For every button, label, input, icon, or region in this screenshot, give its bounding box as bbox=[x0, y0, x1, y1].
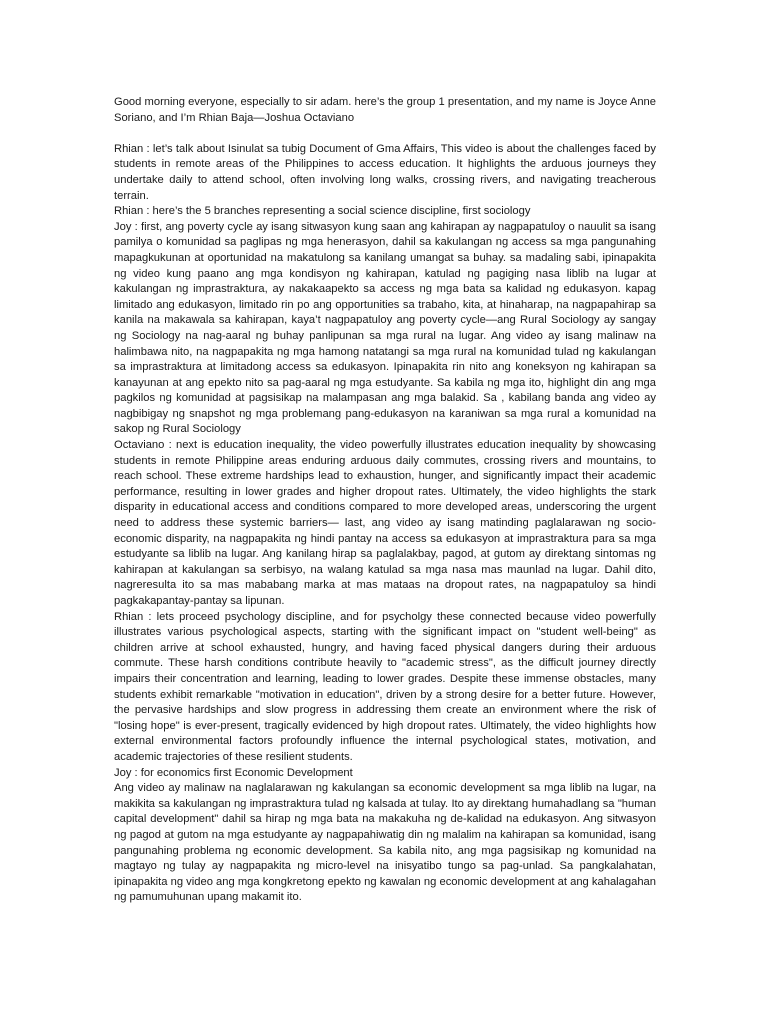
body-paragraph: Joy : first, ang poverty cycle ay isang sitwasyon kung saan ang kahirapan ay nagpapatuloy o nauulit sa isang pamilya o komunidad sa paglipas ng mga henerasyon, dahil sa kakulangan ng access sa mga pangunahing mapagkukunan at oportunidad na makatulong sa kanilang umangat sa buhay. sa madaling sabi, ipinapakita ng video kung paano ang mga kondisyon ng kahirapan, katulad ng pagiging nasa liblib na lugar at kakulangan ng imprastraktura, ay nakakaapekto sa access ng mga bata sa kalidad ng edukasyon. kapag limitado ang edukasyon, limitado rin po ang opportunities sa trabaho, kita, at hinaharap, na nagpapahirap sa kanila na makawala sa kahirapan, kaya’t nagpapatuloy ang poverty cycle—ang Rural Sociology ay sangay ng Sociology na nag-aaral ng buhay panlipunan sa mga rural na lugar. Ang video ay isang malinaw na halimbawa nito, na nagpapakita ng mga hamong natatangi sa mga rural na komunidad tulad ng kakulangan sa imprastraktura at limitadong access sa edukasyon. Ipinapakita rin nito ang koneksyon ng kahirapan sa kanayunan at ang epekto nito sa pag-aaral ng mga estudyante. Sa kabila ng mga ito, highlight din ang mga pagkilos ng komunidad at pagsisikap na malampasan ang mga balakid. Sa , kabilang banda ang video ay nagbibigay ng snapshot ng mga problemang pang-edukasyon na karaniwan sa mga rural a komunidad na sakop ng Rural Sociology bbox=[114, 220, 656, 436]
body-paragraph: Joy : for economics first Economic Development bbox=[114, 766, 353, 779]
body-paragraph: Rhian : here’s the 5 branches representing a social science discipline, first sociology bbox=[114, 205, 531, 218]
body-paragraph: Rhian : lets proceed psychology discipline, and for psycholgy these connected because video powerfully illustrates various psychological aspects, starting with the significant impact on "student well-being" as children arrive at school exhausted, hungry, and having faced physical dangers during their arduous commute. These harsh conditions contribute heavily to "academic stress", as the difficult journey directly impairs their concentration and learning, leading to lower grades. Despite these immense obstacles, many students exhibit remarkable "motivation in education", driven by a strong desire for a better future. However, the pervasive hardships and slow progress in addressing them create an environment where the risk of "losing hope" is ever-present, tragically evidenced by high dropout rates. Ultimately, the video highlights how external environmental factors profoundly influence the internal psychological states, motivation, and academic trajectories of these resilient students. bbox=[114, 610, 656, 763]
document-page bbox=[114, 95, 656, 906]
intro-paragraph: Good morning everyone, especially to sir adam. here’s the group 1 presentation, and my name is Joyce Anne Soriano, and I’m Rhian Baja—Joshua Octaviano bbox=[114, 96, 656, 124]
body-paragraph: Ang video ay malinaw na naglalarawan ng kakulangan sa economic development sa mga liblib na lugar, na makikita sa kakulangan ng imprastraktura tulad ng kalsada at tulay. Ito ay direktang humahadlang sa "human capital development" dahil sa hirap ng mga bata na makakuha ng de-kalidad na edukasyon. Ang sitwasyon ng pagod at gutom na mga estudyante ay nagpapahiwatig din ng malalim na kahirapan sa komunidad, isang pangunahing problema ng economic development. Sa kabila nito, ang mga pagsisikap ng komunidad na magtayo ng tulay ay nagpapakita ng micro-level na inisyatibo tungo sa pag-unlad. Sa pangkalahatan, ipinapakita ng video ang mga kongkretong epekto ng kawalan ng economic development at ang kahalagahan ng pamumuhunan upang makamit ito. bbox=[114, 782, 656, 904]
body-paragraph: Rhian : let’s talk about Isinulat sa tubig Document of Gma Affairs, This video is about the challenges faced by students in remote areas of the Philippines to access education. It highlights the arduous journeys they undertake daily to attend school, often involving long walks, crossing rivers, and navigating treacherous terrain. bbox=[114, 142, 656, 202]
body-paragraph: Octaviano : next is education inequality, the video powerfully illustrates education inequality by showcasing students in remote Philippine areas enduring arduous daily commutes, crossing rivers and mountains, to reach school. These extreme hardships lead to exhaustion, hunger, and significantly impact their academic performance, resulting in lower grades and higher dropout rates. Ultimately, the video highlights the stark disparity in educational access and conditions compared to more developed areas, underscoring the urgent need to address these systemic barriers— last, ang video ay isang matinding paglalarawan ng socio-economic disparity, na nagpapakita ng hindi pantay na access sa edukasyon at imprastraktura para sa mga estudyante sa liblib na lugar. Ang kanilang hirap sa paglalakbay, pagod, at gutom ay direktang sintomas ng kahirapan at kakulangan sa serbisyo, na walang katulad sa mga nasa mas maunlad na lugar. Dahil dito, nagreresulta ito sa mas mababang marka at mas mataas na dropout rates, na nagpapatuloy sa hindi pagkakapantay-pantay sa lipunan. bbox=[114, 439, 656, 607]
paragraph-spacer bbox=[114, 126, 656, 142]
